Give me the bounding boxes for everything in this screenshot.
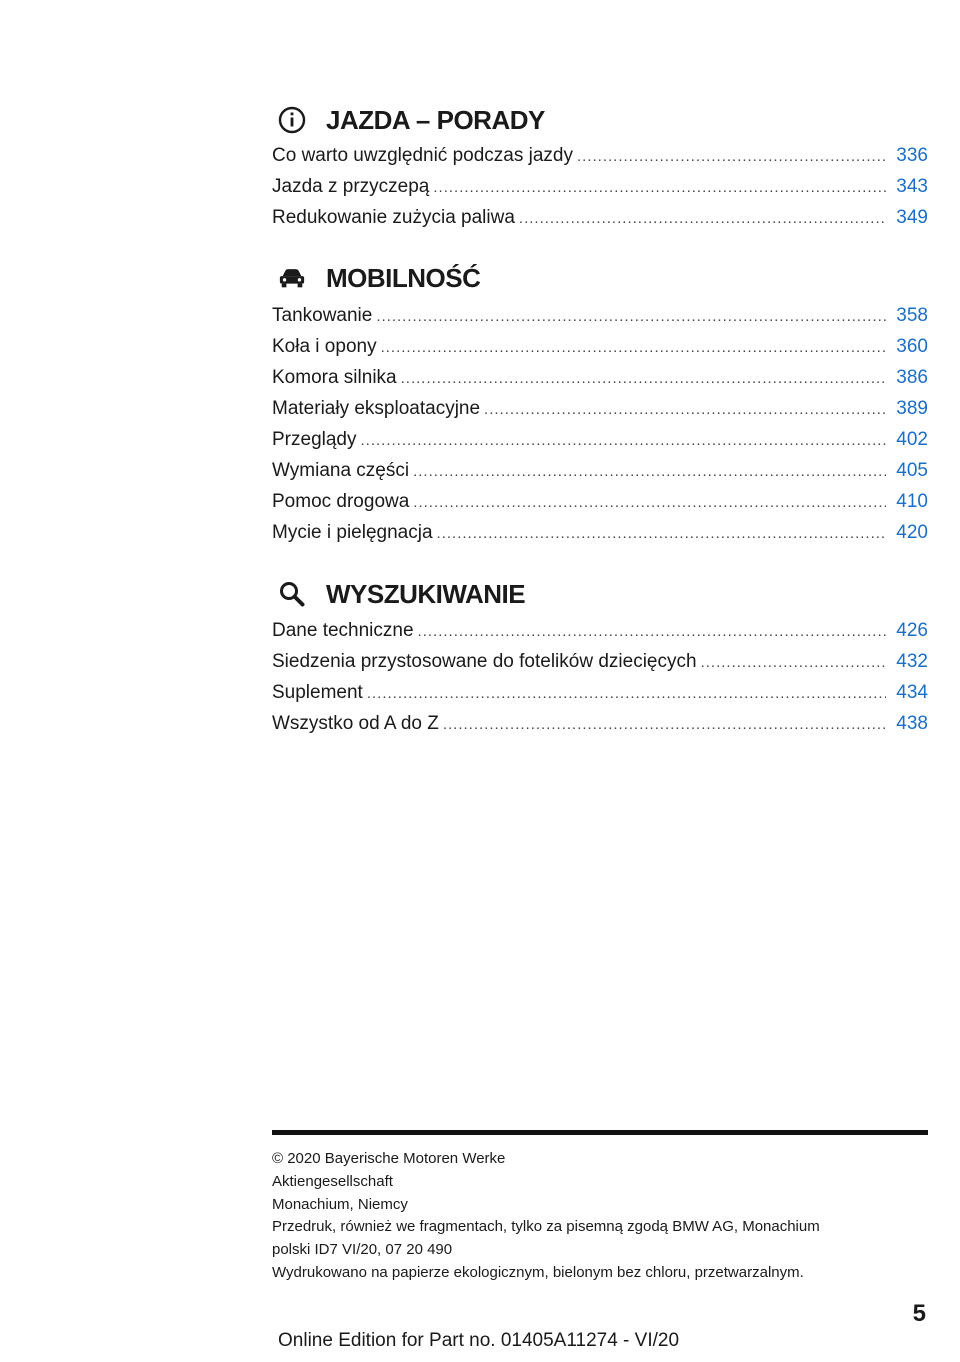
leader-dots bbox=[418, 616, 886, 647]
toc-page-link[interactable]: 405 bbox=[896, 460, 928, 481]
page-number: 5 bbox=[912, 1300, 926, 1327]
toc-page-link[interactable]: 434 bbox=[896, 682, 928, 703]
leader-dots bbox=[413, 456, 886, 487]
leader-dots bbox=[519, 203, 886, 234]
toc-entry[interactable] bbox=[272, 424, 928, 455]
imprint-line: Aktiengesellschaft bbox=[272, 1172, 393, 1190]
leader-dots bbox=[577, 141, 886, 172]
section-header-jazda bbox=[272, 100, 545, 140]
leader-dots bbox=[433, 172, 886, 203]
toc-entry-label: Suplement bbox=[272, 682, 363, 703]
toc-entry[interactable] bbox=[272, 517, 928, 548]
leader-dots bbox=[381, 332, 886, 363]
toc-entry[interactable] bbox=[272, 615, 928, 646]
footer-divider bbox=[272, 1130, 928, 1135]
info-icon bbox=[278, 106, 306, 134]
toc-entry-label: Pomoc drogowa bbox=[272, 491, 410, 512]
toc-entry[interactable] bbox=[272, 677, 928, 708]
leader-dots bbox=[401, 363, 886, 394]
toc-page-link[interactable]: 402 bbox=[896, 429, 928, 450]
imprint-line: Przedruk, również we fragmentach, tylko za pisemną zgodą BMW AG, Monachium bbox=[272, 1218, 820, 1236]
toc-entry[interactable] bbox=[272, 171, 928, 202]
section-header-wyszukiwanie bbox=[272, 574, 525, 614]
toc-entry-label: Koła i opony bbox=[272, 336, 377, 357]
car-icon bbox=[278, 264, 306, 292]
toc-entry-label: Dane techniczne bbox=[272, 620, 414, 641]
toc-entry[interactable] bbox=[272, 455, 928, 486]
leader-dots bbox=[413, 487, 886, 518]
toc-entry[interactable] bbox=[272, 202, 928, 233]
leader-dots bbox=[376, 301, 886, 332]
toc-entry[interactable] bbox=[272, 140, 928, 171]
toc-page-link[interactable]: 343 bbox=[896, 176, 928, 197]
imprint-line: Wydrukowano na papierze ekologicznym, bielonym bez chloru, przetwarzalnym. bbox=[272, 1263, 804, 1281]
toc-page-link[interactable]: 360 bbox=[896, 336, 928, 357]
toc-entry-label: Wymiana części bbox=[272, 460, 410, 481]
leader-dots bbox=[437, 518, 886, 549]
imprint-line: polski ID7 VI/20, 07 20 490 bbox=[272, 1241, 453, 1259]
toc-entry-label: Przeglądy bbox=[272, 429, 357, 450]
toc-entry-label: Materiały eksploatacyjne bbox=[272, 398, 481, 419]
toc-page-link[interactable]: 432 bbox=[896, 651, 928, 672]
section-title: MOBILNOŚĆ bbox=[326, 262, 481, 293]
section-header-mobilnosc bbox=[272, 258, 480, 298]
toc-page-link[interactable]: 349 bbox=[896, 207, 928, 228]
toc-entry-label: Siedzenia przystosowane do fotelików dziecięcych bbox=[272, 651, 697, 672]
toc-entry[interactable] bbox=[272, 393, 928, 424]
toc-list-wyszukiwanie bbox=[272, 615, 928, 739]
toc-entry[interactable] bbox=[272, 708, 928, 739]
toc-entry[interactable] bbox=[272, 486, 928, 517]
leader-dots bbox=[361, 425, 887, 456]
edition-line: Online Edition for Part no. 01405A11274 - VI/20 bbox=[278, 1330, 680, 1351]
toc-list-jazda bbox=[272, 140, 928, 233]
toc-entry-label: Co warto uwzględnić podczas jazdy bbox=[272, 145, 573, 166]
toc-entry[interactable] bbox=[272, 331, 928, 362]
imprint-line: © 2020 Bayerische Motoren Werke bbox=[272, 1150, 506, 1167]
leader-dots bbox=[484, 394, 886, 425]
toc-page-link[interactable]: 438 bbox=[896, 713, 928, 734]
imprint bbox=[272, 1148, 928, 1285]
toc-entry-label: Komora silnika bbox=[272, 367, 397, 388]
leader-dots bbox=[701, 647, 886, 678]
toc-page-link[interactable]: 410 bbox=[896, 491, 928, 512]
toc-entry-label: Tankowanie bbox=[272, 305, 373, 326]
toc-entry-label: Jazda z przyczepą bbox=[272, 176, 430, 197]
toc-page-link[interactable]: 389 bbox=[896, 398, 928, 419]
toc-entry[interactable] bbox=[272, 362, 928, 393]
toc-page-link[interactable]: 358 bbox=[896, 305, 928, 326]
leader-dots bbox=[443, 709, 886, 740]
search-icon bbox=[278, 580, 306, 608]
toc-entry[interactable] bbox=[272, 646, 928, 677]
section-title: WYSZUKIWANIE bbox=[326, 578, 526, 609]
toc-entry-label: Redukowanie zużycia paliwa bbox=[272, 207, 515, 228]
leader-dots bbox=[367, 678, 886, 709]
toc-page-link[interactable]: 420 bbox=[896, 522, 928, 543]
toc-entry-label: Mycie i pielęgnacja bbox=[272, 522, 433, 543]
section-title: JAZDA – PORADY bbox=[326, 104, 545, 135]
toc-list-mobilnosc bbox=[272, 300, 928, 548]
toc-page-link[interactable]: 426 bbox=[896, 620, 928, 641]
toc-page-link[interactable]: 386 bbox=[896, 367, 928, 388]
toc-entry-label: Wszystko od A do Z bbox=[272, 713, 439, 734]
toc-page-link[interactable]: 336 bbox=[896, 145, 928, 166]
toc-entry[interactable] bbox=[272, 300, 928, 331]
imprint-line: Monachium, Niemcy bbox=[272, 1195, 408, 1213]
